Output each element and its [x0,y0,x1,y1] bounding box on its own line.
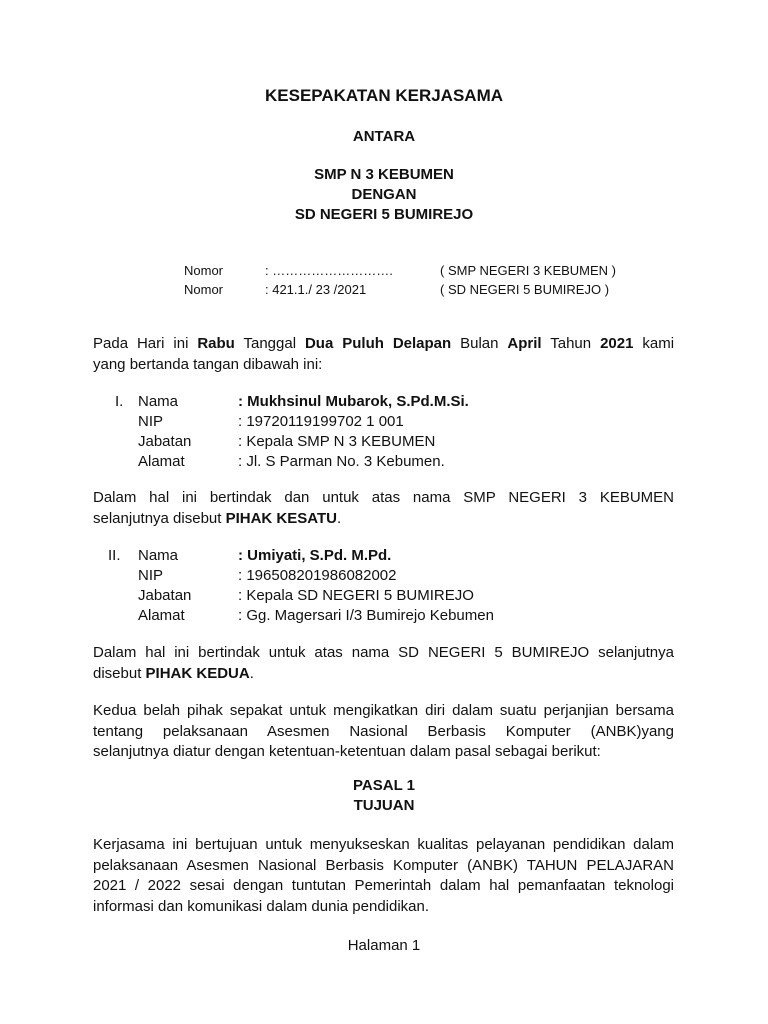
nomor-org: ( SD NEGERI 5 BUMIREJO ) [440,282,610,297]
identity-value: : Umiyati, S.Pd. M.Pd. [238,547,392,564]
identity-value: : Mukhsinul Mubarok, S.Pd.M.Si. [238,393,469,410]
identity-label: NIP [138,413,164,430]
dengan-heading: DENGAN [351,186,417,203]
party-one-heading: SMP N 3 KEBUMEN [314,166,454,183]
nomor-label: Nomor [184,263,224,278]
agreement-line-2: tentang pelaksanaan Asesmen Nasional Berbasis Komputer (ANBK)yang [93,722,674,740]
tujuan-paragraph [93,835,674,917]
identity-label: Alamat [138,453,185,470]
party-two-act-paragraph [93,643,674,684]
party-one-identity [115,392,675,472]
party-two-heading: SD NEGERI 5 BUMIREJO [294,206,474,223]
intro-line-2: yang bertanda tangan dibawah ini: [93,355,323,373]
act-two-line-2: disebut PIHAK KEDUA. [93,664,254,682]
identity-label: Nama [138,547,179,564]
agreement-line-1: Kedua belah pihak sepakat untuk mengikatkan diri dalam suatu perjanjian bersama [93,702,674,719]
identity-row-jabatan [115,586,675,606]
party-number: I. [115,393,124,410]
identity-label: Alamat [138,607,185,624]
act-one-line-1: Dalam hal ini bertindak dan untuk atas nama SMP NEGERI 3 KEBUMEN [93,489,674,506]
identity-row-alamat [115,452,675,472]
nomor-label: Nomor [184,282,224,297]
party-two-identity [108,546,675,626]
page-number-footer: Halaman 1 [347,937,421,954]
identity-row-nama [108,546,675,566]
pihak-kedua: PIHAK KEDUA [145,664,250,682]
identity-label: Jabatan [138,587,192,604]
act-two-line-1: Dalam hal ini bertindak untuk atas nama SD NEGERI 5 BUMIREJO selanjutnya [93,644,674,661]
identity-value: : Kepala SMP N 3 KEBUMEN [238,433,436,450]
identity-value: : Gg. Magersari I/3 Bumirejo Kebumen [238,607,494,624]
nomor-org: ( SMP NEGERI 3 KEBUMEN ) [440,263,617,278]
intro-month: April [507,335,542,352]
party-number: II. [108,547,121,564]
identity-value: : Kepala SD NEGERI 5 BUMIREJO [238,587,474,604]
party-one-act-paragraph [93,488,674,529]
identity-row-alamat [115,606,675,626]
pasal-title: TUJUAN [353,797,415,814]
identity-row-nip [115,566,675,586]
intro-line-1: Pada Hari ini Rabu Tanggal Dua Puluh Delapan Bulan April Tahun 2021 kami [93,335,675,352]
intro-paragraph [93,334,674,375]
intro-day: Rabu [197,335,235,352]
document-title: KESEPAKATAN KERJASAMA [264,86,504,105]
antara-heading: ANTARA [352,128,416,145]
identity-row-nama [115,392,675,412]
agreement-line-3: selanjutnya diatur dengan ketentuan-ketentuan dalam pasal sebagai berikut: [93,743,601,760]
identity-label: Jabatan [138,433,192,450]
identity-label: NIP [138,567,164,584]
intro-date: Dua Puluh Delapan [304,335,452,352]
tujuan-line-2: pelaksanaan Asesmen Nasional Berbasis Komputer (ANBK) TAHUN PELAJARAN [93,856,674,874]
identity-row-jabatan [115,432,675,452]
tujuan-line-4: informasi dan komunikasi dalam dunia pendidikan. [93,897,430,915]
pihak-kesatu: PIHAK KESATU [225,509,337,527]
nomor-value: : 421.1./ 23 /2021 [265,282,367,297]
identity-value: : 19720119199702 1 001 [238,413,404,430]
pasal-number: PASAL 1 [353,777,415,794]
identity-row-nip [115,412,675,432]
identity-value: : 196508201986082002 [238,567,397,584]
tujuan-line-1: Kerjasama ini bertujuan untuk menyukseskan kualitas pelayanan pendidikan dalam [93,836,674,853]
intro-year: 2021 [600,335,634,352]
identity-label: Nama [138,393,179,410]
tujuan-line-3: 2021 / 2022 sesai dengan tuntutan Pemerintah dalam hal pemanfaatan teknologi [93,877,674,894]
identity-value: : Jl. S Parman No. 3 Kebumen. [238,453,445,470]
nomor-value: : ………………………. [265,263,393,278]
agreement-paragraph [93,701,674,763]
act-one-line-2: selanjutnya disebut PIHAK KESATU. [93,509,342,527]
